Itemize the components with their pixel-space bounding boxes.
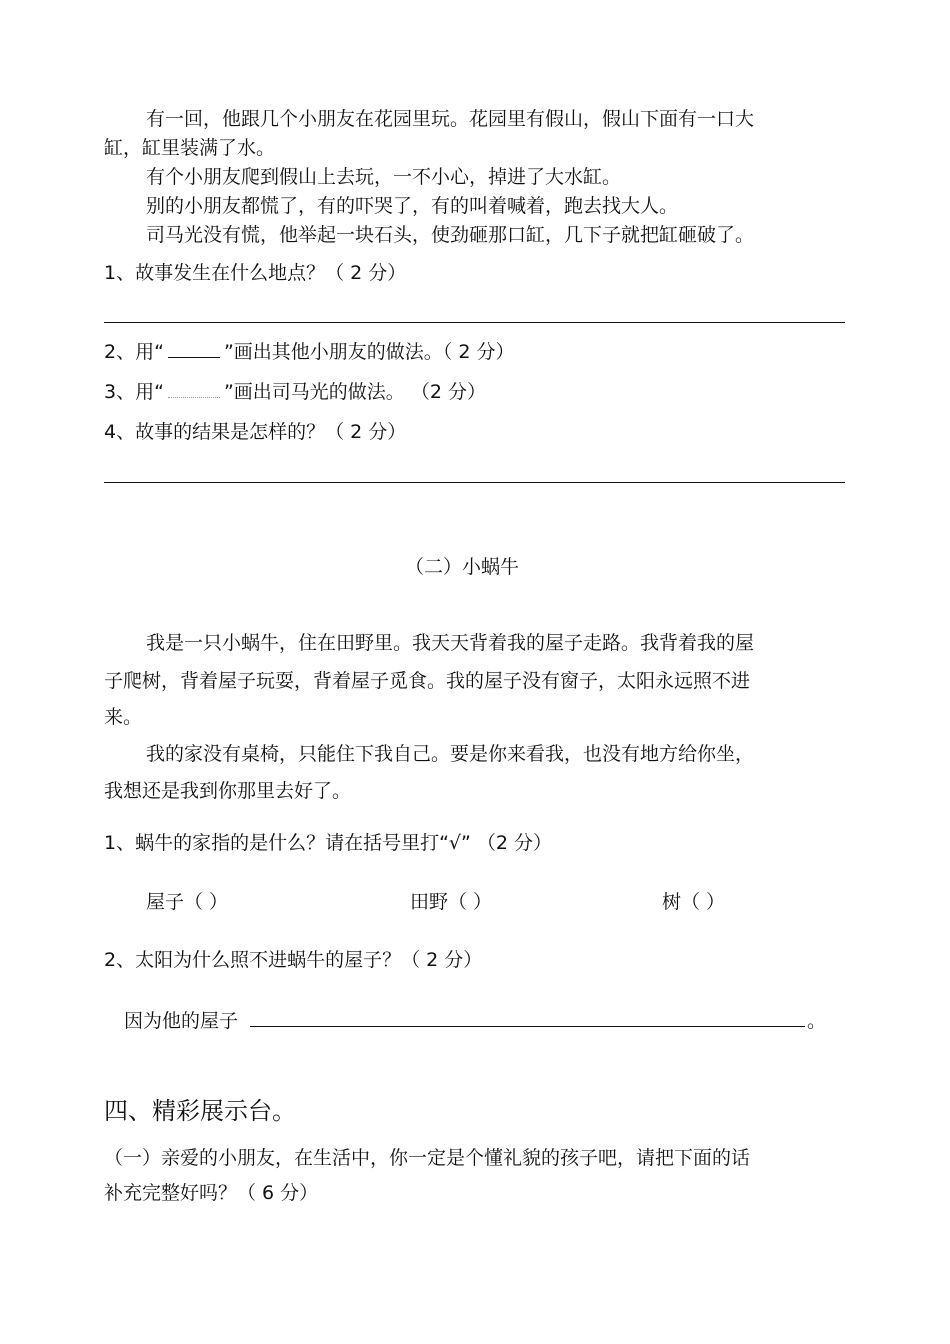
story2-title: （二）小蜗牛 bbox=[405, 556, 520, 578]
story1-line-4: 别的小朋友都慌了，有的吓哭了，有的叫着喊着，跑去找大人。 bbox=[146, 195, 679, 217]
answer-prefix: 因为他的屋子 bbox=[124, 1010, 239, 1032]
story2-answer-row bbox=[124, 1012, 826, 1031]
story2-line-2: 子爬树，背着屋子玩耍，背着屋子觅食。我的屋子没有窗子，太阳永远照不进 bbox=[104, 670, 751, 692]
answer-suffix: 。 bbox=[807, 1010, 827, 1032]
story2-line-4: 我的家没有桌椅，只能住下我自己。要是你来看我，也没有地方给你坐， bbox=[146, 743, 755, 765]
section-4-line-2: 补充完整好吗？（ 6 分） bbox=[104, 1182, 319, 1204]
answer-blank[interactable] bbox=[250, 1025, 805, 1027]
story1-line-1: 有一回，他跟几个小朋友在花园里玩。花园里有假山，假山下面有一口大 bbox=[146, 108, 755, 130]
story1-question-3 bbox=[104, 383, 486, 402]
question-3-suffix: ”画出司马光的做法。 （2 分） bbox=[223, 381, 486, 403]
answer-line-1[interactable] bbox=[104, 322, 845, 323]
story1-line-3: 有个小朋友爬到假山上去玩，一不小心，掉进了大水缸。 bbox=[146, 166, 622, 188]
story1-question-4: 4、故事的结果是怎样的？（ 2 分） bbox=[104, 421, 407, 443]
underline-sample bbox=[168, 356, 220, 358]
answer-line-4[interactable] bbox=[104, 482, 845, 483]
option-house[interactable]: 屋子（ ） bbox=[146, 891, 229, 913]
story2-line-1: 我是一只小蜗牛，住在田野里。我天天背着我的屋子走路。我背着我的屋 bbox=[146, 632, 755, 654]
question-3-prefix: 3、用“ bbox=[104, 381, 164, 403]
story1-line-2: 缸，缸里装满了水。 bbox=[104, 137, 276, 159]
story2-line-5: 我想还是我到你那里去好了。 bbox=[104, 780, 352, 802]
story2-line-3: 来。 bbox=[104, 706, 143, 728]
question-2-prefix: 2、用“ bbox=[104, 341, 164, 363]
story2-question-1: 1、蜗牛的家指的是什么？请在括号里打“√” （2 分） bbox=[104, 832, 553, 854]
option-field[interactable]: 田野（ ） bbox=[410, 891, 493, 913]
story1-question-1: 1、故事发生在什么地点？（ 2 分） bbox=[104, 262, 407, 284]
section-4-heading: 四、精彩展示台。 bbox=[104, 1097, 296, 1125]
wavy-line-sample bbox=[168, 396, 220, 398]
story1-question-2 bbox=[104, 343, 514, 362]
question-2-suffix: ”画出其他小朋友的做法。（ 2 分） bbox=[223, 341, 515, 363]
section-4-line-1: （一）亲爱的小朋友，在生活中，你一定是个懂礼貌的孩子吧，请把下面的话 bbox=[104, 1147, 751, 1169]
story1-line-5: 司马光没有慌，他举起一块石头，使劲砸那口缸，几下子就把缸砸破了。 bbox=[146, 224, 755, 246]
story2-question-2: 2、太阳为什么照不进蜗牛的屋子？（ 2 分） bbox=[104, 949, 483, 971]
option-tree[interactable]: 树（ ） bbox=[662, 891, 726, 913]
